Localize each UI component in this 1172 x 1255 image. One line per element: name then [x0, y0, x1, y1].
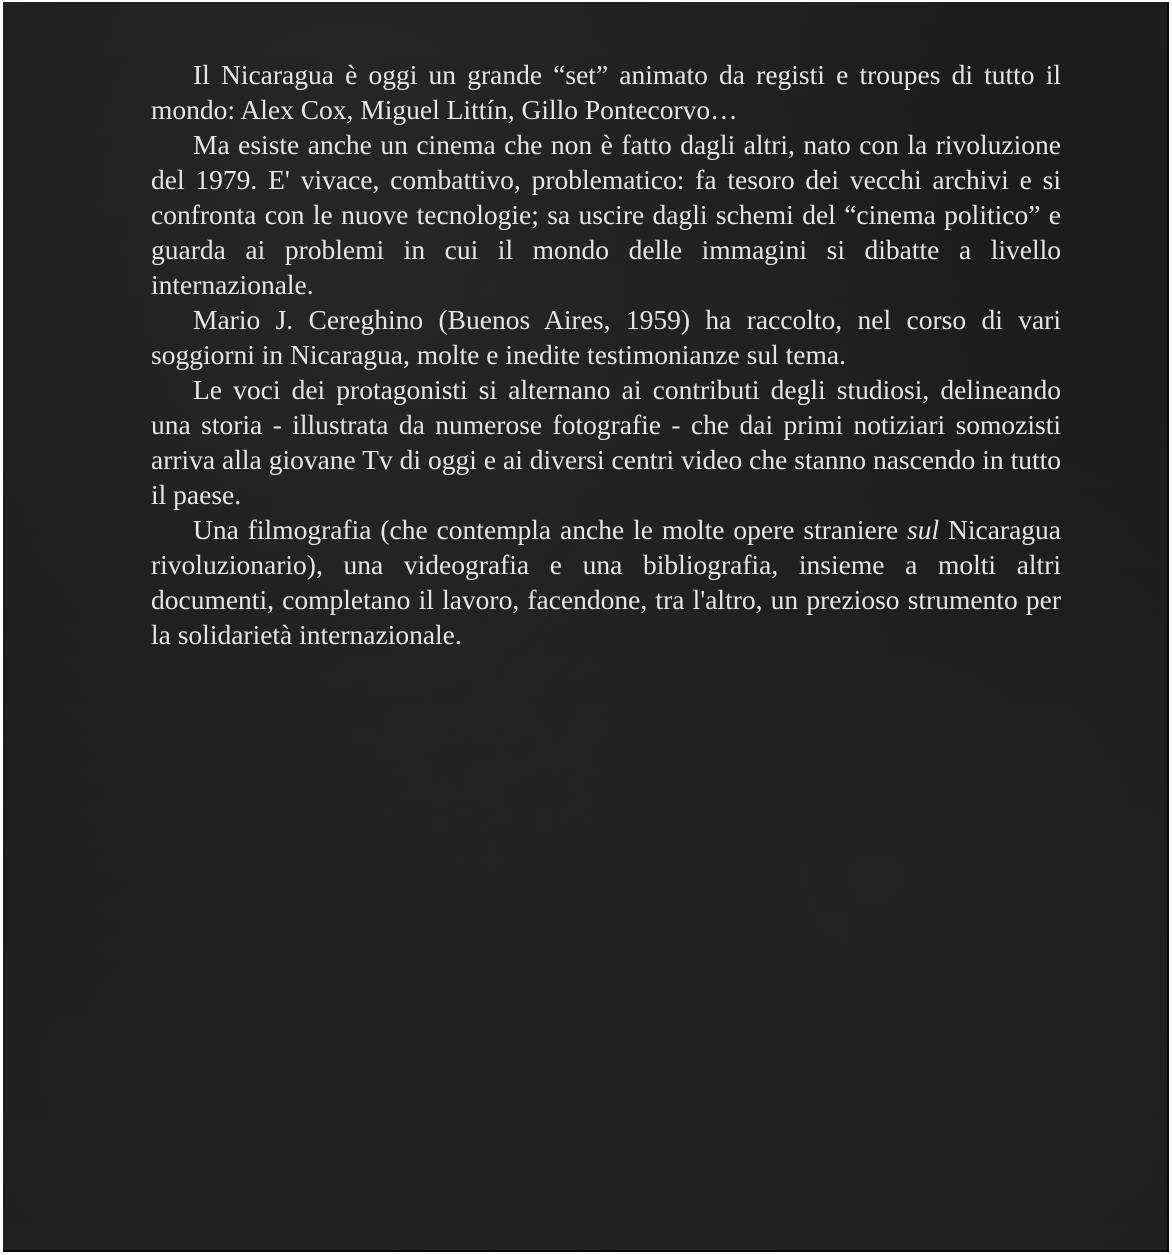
paragraph-text: Una filmografia (che contempla anche le molte opere straniere	[193, 514, 907, 545]
italic-word: sul	[907, 514, 940, 545]
back-cover	[3, 2, 1169, 1252]
blurb-text	[151, 57, 1061, 652]
paragraph: Ma esiste anche un cinema che non è fatto dagli altri, nato con la rivoluzione del 1979. E' vivace, combattivo, problematico: fa tesoro dei vecchi archivi e si confronta con le nuove tecnologie; sa uscire dagli schemi del “cinema politico” e guarda ai problemi in cui il mondo delle immagini si dibatte a livello internazionale.	[151, 129, 1061, 300]
paragraph	[151, 512, 1061, 652]
paragraph: Le voci dei protagonisti si alternano ai contributi degli studiosi, delineando una storia - illustrata da numerose fotografie - che dai primi notiziari somozisti arriva alla giovane Tv di oggi e ai diversi centri video che stanno nascendo in tutto il paese.	[151, 374, 1061, 510]
paragraph: Il Nicaragua è oggi un grande “set” animato da registi e troupes di tutto il mondo: Alex Cox, Miguel Littín, Gillo Pontecorvo…	[151, 59, 1061, 125]
paragraph-text: Nicaragua rivoluzionario), una videografia e una bibliografia, insieme a molti altri documenti, completano il lavoro, facendone, tra l'altro, un prezioso strumento per la solidarietà internazionale.	[151, 514, 1061, 650]
paragraph: Mario J. Cereghino (Buenos Aires, 1959) ha raccolto, nel corso di vari soggiorni in Nicaragua, molte e inedite testimonianze sul tema.	[151, 304, 1061, 370]
